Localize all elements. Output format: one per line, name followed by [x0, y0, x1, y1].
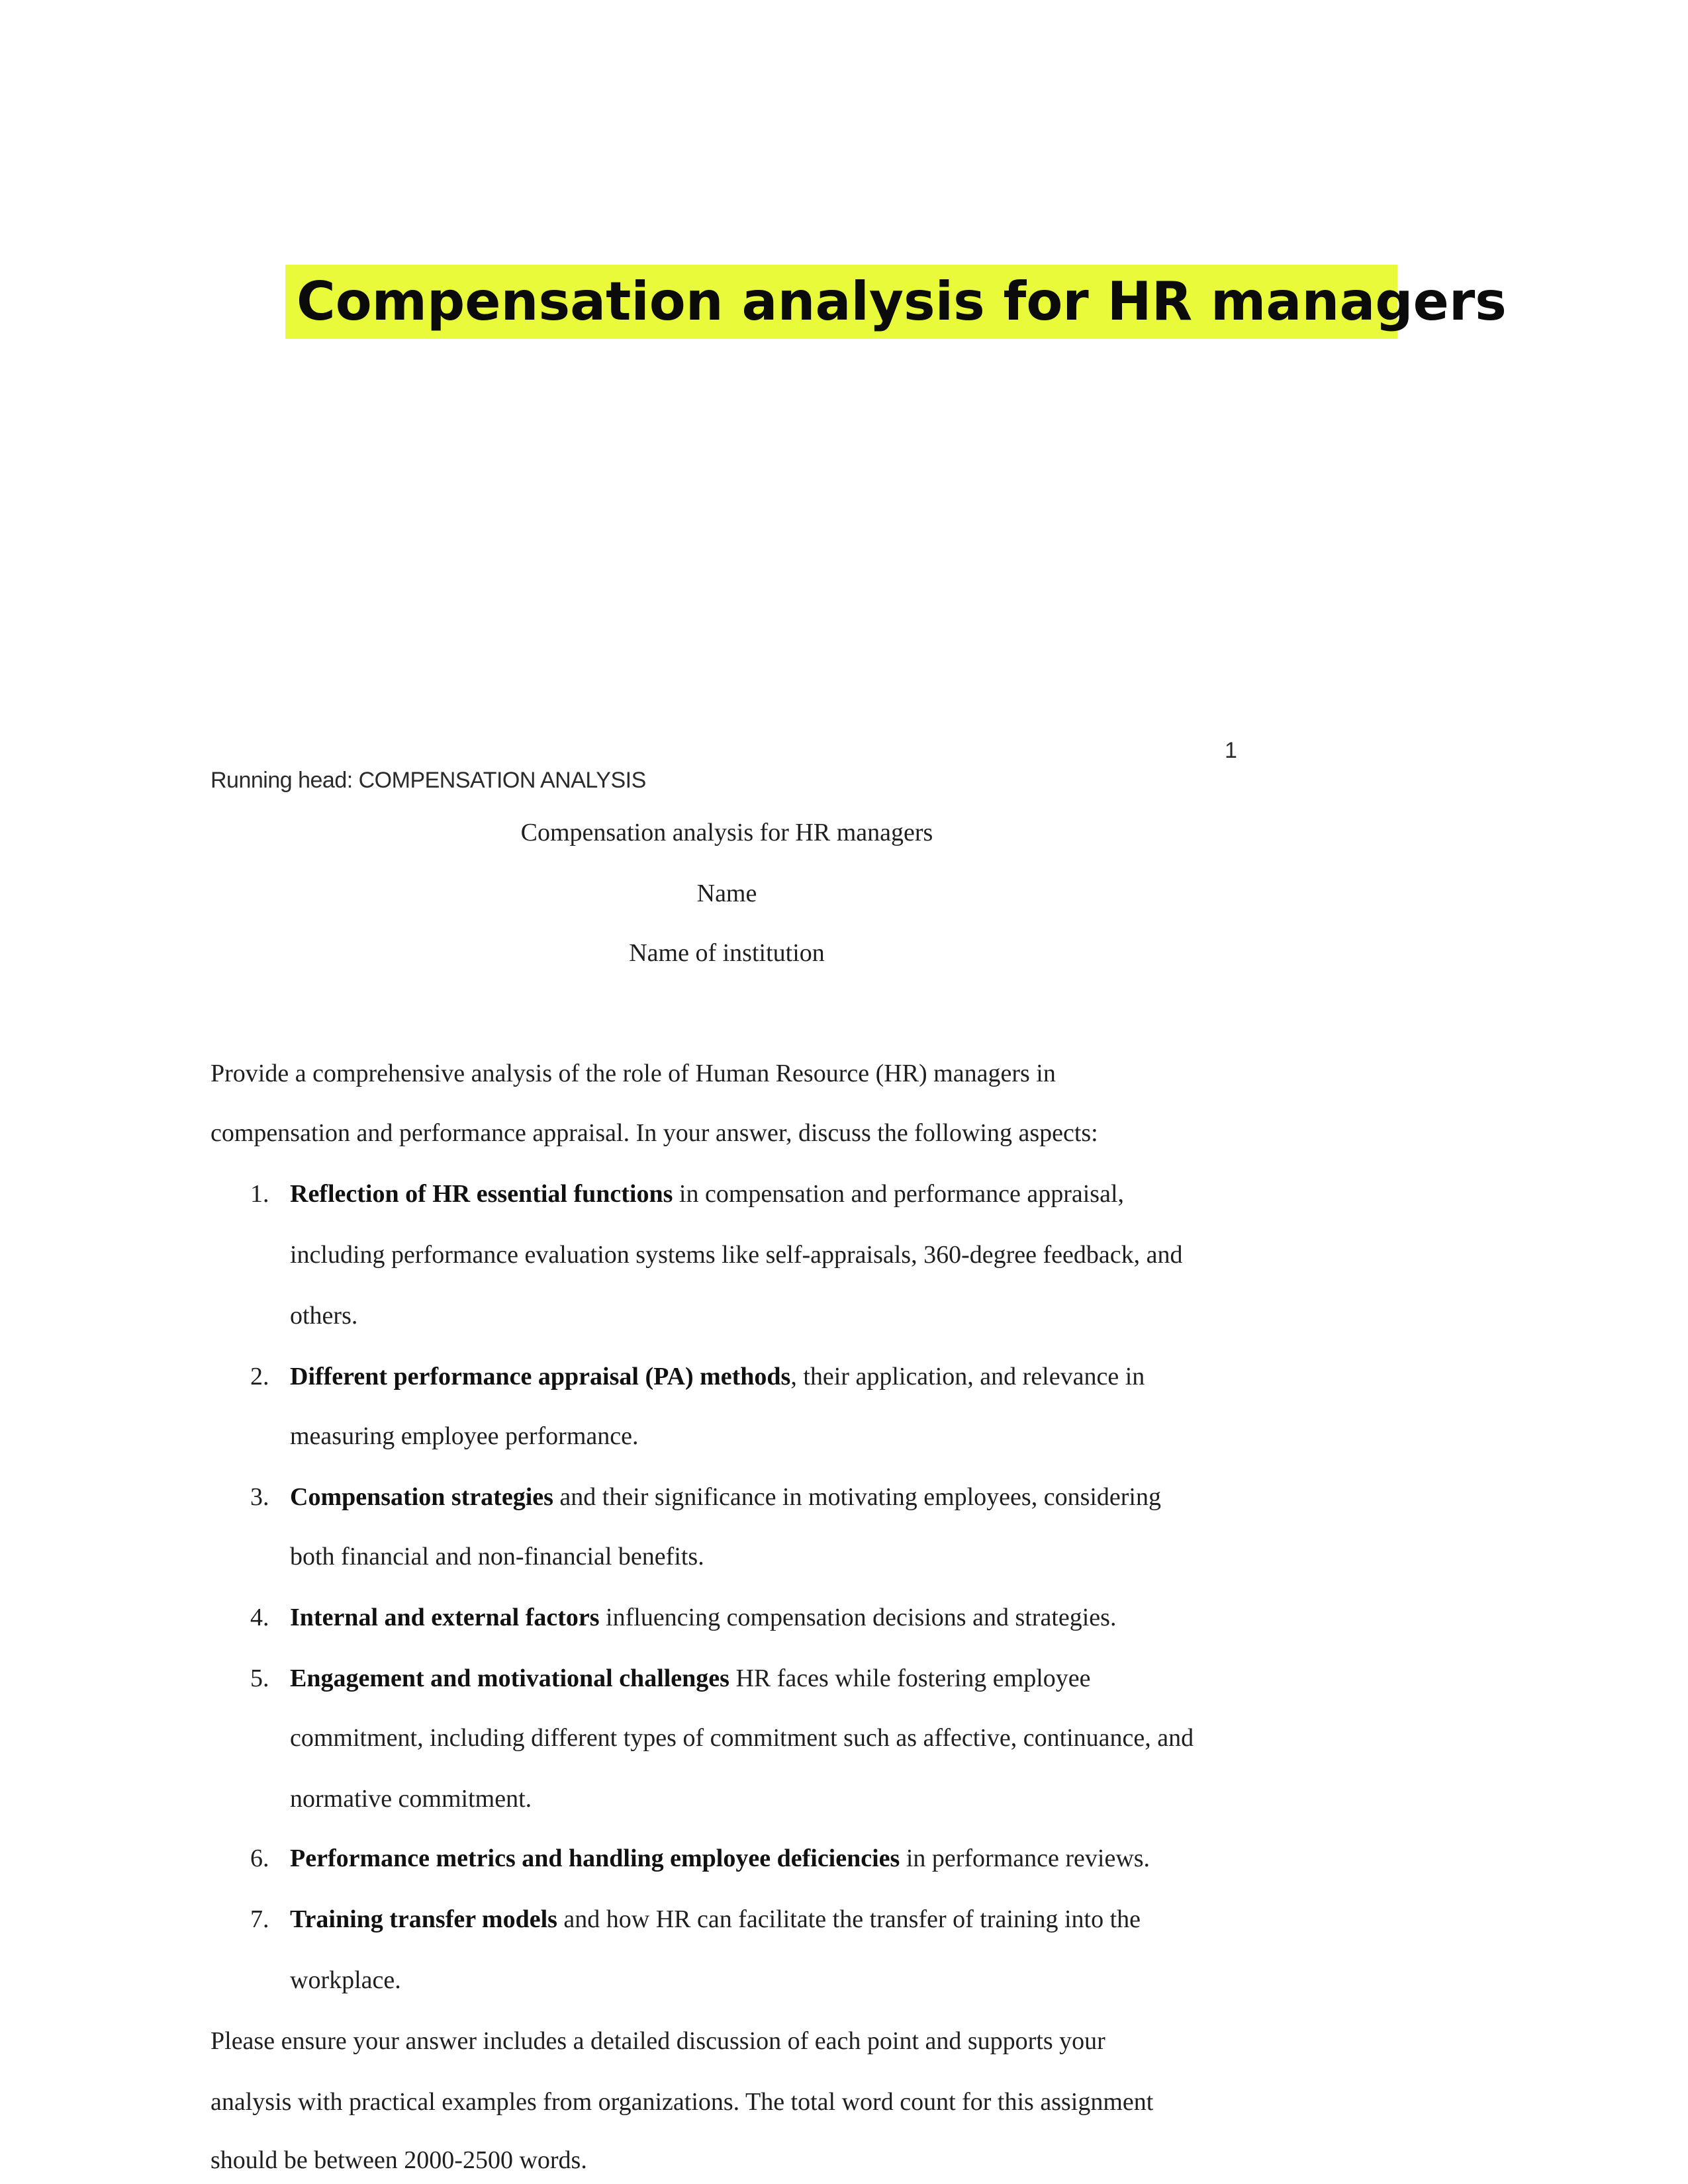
list-item: [290, 1482, 1161, 1512]
list-item-heading: Engagement and motivational challenges: [290, 1664, 729, 1692]
closing-line: analysis with practical examples from organizations. The total word count for this assignment: [211, 2088, 1154, 2116]
list-item-heading: Internal and external factors: [290, 1604, 600, 1631]
institution-name: Name of institution: [629, 939, 825, 967]
list-item-text: in compensation and performance appraisal,: [673, 1180, 1125, 1208]
list-item-heading: Training transfer models: [290, 1905, 557, 1933]
list-number: 3.: [250, 1483, 269, 1511]
list-item-text: and their significance in motivating employees, considering: [553, 1483, 1161, 1511]
list-item-heading: Reflection of HR essential functions: [290, 1180, 673, 1208]
list-item-continuation: others.: [290, 1302, 358, 1330]
list-item-heading: Different performance appraisal (PA) methods: [290, 1363, 791, 1390]
list-item: [290, 1362, 1145, 1391]
list-number: 2.: [250, 1363, 269, 1390]
banner-title: Compensation analysis for HR managers: [297, 271, 1507, 332]
list-number: 5.: [250, 1664, 269, 1692]
author-name: Name: [696, 880, 757, 907]
list-item-continuation: both financial and non-financial benefits.: [290, 1543, 704, 1570]
list-item-continuation: commitment, including different types of commitment such as affective, continuance, and: [290, 1724, 1194, 1752]
intro-line: Provide a comprehensive analysis of the role of Human Resource (HR) managers in: [211, 1060, 1056, 1087]
closing-line: Please ensure your answer includes a detailed discussion of each point and supports your: [211, 2027, 1105, 2055]
list-item-continuation: normative commitment.: [290, 1785, 532, 1813]
list-item-text: , their application, and relevance in: [790, 1363, 1145, 1390]
list-item-text: HR faces while fostering employee: [729, 1664, 1091, 1692]
list-item-heading: Performance metrics and handling employee deficiencies: [290, 1844, 900, 1872]
list-item-continuation: measuring employee performance.: [290, 1422, 639, 1450]
list-item-heading: Compensation strategies: [290, 1483, 553, 1511]
list-item-text: influencing compensation decisions and strategies.: [599, 1604, 1117, 1631]
list-number: 7.: [250, 1905, 269, 1933]
list-item-continuation: workplace.: [290, 1966, 401, 1994]
list-item: [290, 1179, 1124, 1208]
list-item: [290, 1664, 1091, 1693]
list-item: [290, 1603, 1116, 1632]
list-item: [290, 1844, 1150, 1873]
document-title: Compensation analysis for HR managers: [520, 819, 933, 846]
running-head: Running head: COMPENSATION ANALYSIS: [211, 768, 646, 793]
list-number: 1.: [250, 1180, 269, 1208]
list-item-text: and how HR can facilitate the transfer of training into the: [557, 1905, 1141, 1933]
intro-line: compensation and performance appraisal. In your answer, discuss the following aspects:: [211, 1119, 1098, 1147]
list-number: 6.: [250, 1844, 269, 1872]
list-number: 4.: [250, 1604, 269, 1631]
list-item: [290, 1905, 1141, 1934]
list-item-continuation: including performance evaluation systems like self-appraisals, 360-degree feedback, and: [290, 1241, 1183, 1269]
list-item-text: in performance reviews.: [900, 1844, 1150, 1872]
closing-line: should be between 2000-2500 words.: [211, 2146, 587, 2174]
page-number: 1: [1225, 738, 1237, 763]
